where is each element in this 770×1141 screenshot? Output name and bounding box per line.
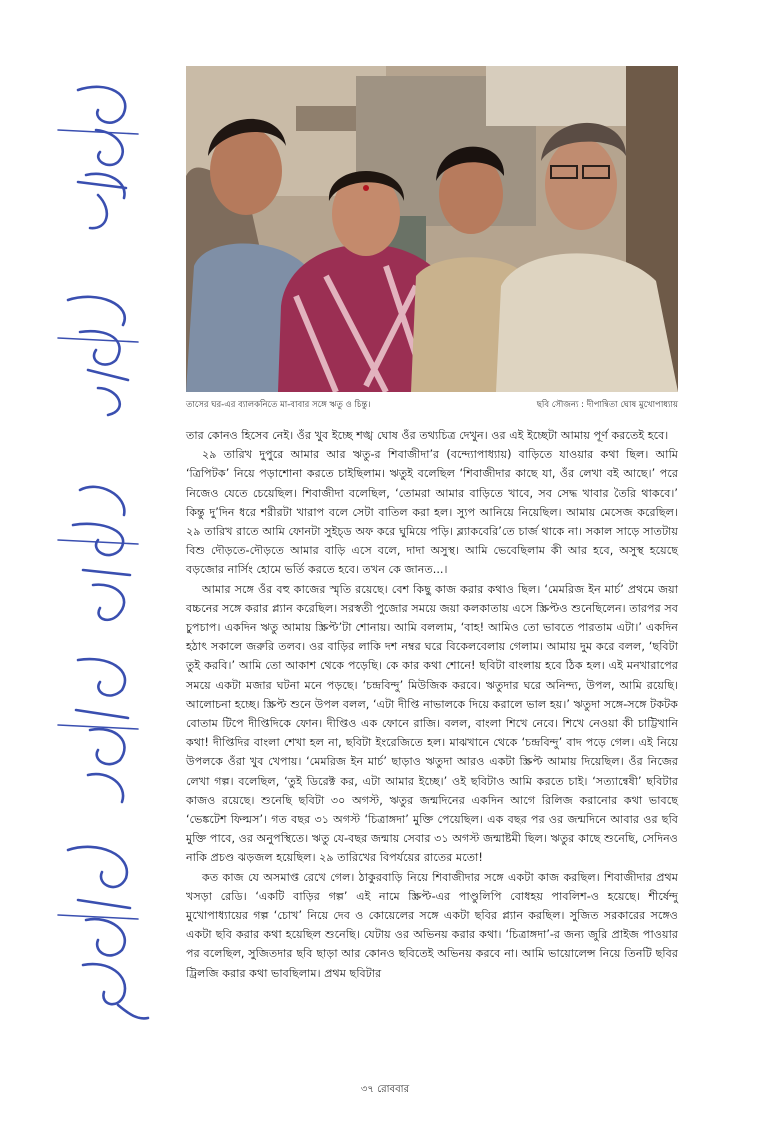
- paragraph: তার কোনও হিসেব নেই। ওঁর খুব ইচ্ছে শঙ্খ ঘোষ ওঁর তথ্যচিত্র দেখুন। ওর এই ইচ্ছেটা আমায় পূর্ণ করতেই হবে।: [186, 429, 669, 442]
- handwritten-side-signature: [38, 70, 158, 1030]
- paragraph: ২৯ তারিখ দুপুরে আমার আর ঋতু-র শিবাজীদা’র (বন্দ্যোপাধ্যায়) বাড়িতে যাওয়ার কথা ছিল। আমি ‘ত্রিপিটক’ নিয়ে পড়াশোনা করতে চাইছিলাম। ঋতুই বলেছিল ‘শিবাজীদার কাছে যা, ওঁর লেখা বই আছে।’ পরে নিজেও যেতে চেয়েছিল। শিবাজীদা বলেছিল, ‘তোমরা আমার বাড়িতে খাবে, সব সেদ্ধ খাবার তৈরি থাকবে।’ কিন্তু দু’দিন ধরে শরীরটা খারাপ বলে সেটা বাতিল করা হল। স্যুপ আনিয়ে নিয়েছিল। আমায় মেসেজ করেছিল। ২৯ তারিখ রাতে আমি ফোনটা সুইচ্‌ড অফ করে ঘুমিয়ে পড়ি। ব্ল্যাকবেরি’তে চার্জ থাকে না। সকাল সাড়ে সাতটায় বিশু দৌড়তে-দৌড়তে আমার বাড়ি এসে বলে, দাদা অসুস্থ। আমি ভেবেছিলাম কী আর হবে, অসুস্থ হয়েছে বড়জোর নার্সিং হোমে ভর্তি করতে হবে। তখন কে জানত...।: [186, 448, 678, 577]
- paragraph: আমার সঙ্গে ওঁর বহু কাজের স্মৃতি রয়েছে। বেশ কিছু কাজ করার কথাও ছিল। ‘মেমরিজ ইন মার্চ’ প্রথমে জয়া বচ্চনের সঙ্গে করার প্ল্যান করেছিল। সরস্বতী পুজোর সময়ে জয়া কলকাতায় এসে স্ক্রিপ্টও শুনেছিলেন। তারপর সব চুপচাপ। একদিন ঋতু আমায় স্ক্রিপ্ট’টা শোনায়। আমি বললাম, ‘বাহ! আমিও তো ভাবতে পারতাম এটা।’ একদিন হঠাৎ সকালে জরুরি তলব। ওর বাড়ির লাকি দশ নম্বর ঘরে বিকেলবেলায় গেলাম। আমায় দুম করে বলল, ‘ছবিটা তুই করবি।’ আমি তো আকাশ থেকে পড়েছি। কে কার কথা শোনে! ছবিটা বাংলায় হবে ঠিক হল। এই মনখারাপের সময়ে একটা মজার ঘটনা মনে পড়ছে। ‘চন্দ্রবিন্দু’ মিউজিক করবে। ঋতুদার ঘরে অনিন্দ্য, উপল, আমি রয়েছি। আলোচনা হচ্ছে। স্ক্রিপ্ট শুনে উপল বলল, ‘এটা দীপ্তি নাভালকে দিয়ে করালে ভাল হয়।’ ঋতুদা সঙ্গে-সঙ্গে টকটক বোতাম টিপে দীপ্তিদিকে ফোন। দীপ্তিও এক ফোনে রাজি। বলল, বাংলা শিখে নেবে। শিখে নেওয়া কী চাট্টিখানি কথা! দীপ্তিদির বাংলা শেখা হল না, ছবিটা ইংরেজিতে হল। মাঝখানে থেকে ‘চন্দ্রবিন্দু’ বাদ পড়ে গেল। এই নিয়ে উপলকে ওঁরা খুব খেপায়। ‘মেমরিজ ইন মার্চ’ ছাড়াও ঋতুদা আরও একটা স্ক্রিপ্ট আমায় দিয়েছিল। ওঁর নিজের লেখা গল্প। বলেছিল, ‘তুই ডিরেক্ট কর, এটা আমার ইচ্ছে।’ ওই ছবিটাও আমি করতে চাই। ‘সত্যান্বেষী’ ছবিটার কাজও রয়েছে। শুনেছি ছবিটা ৩০ অগস্ট, ঋতুর জন্মদিনের একদিন আগে রিলিজ করানোর কথা ভাবছে ‘ভেঙ্কটেশ ফিল্মস’। গত বছর ৩১ অগস্ট ‘চিত্রাঙ্গদা’ মুক্তি পেয়েছিল। এক বছর পর ওর জন্মদিনে আবার ওর ছবি মুক্তি পাবে, ওর অনুপস্থিতে। ঋতু যে-বছর জন্মায় সেবার ৩১ অগস্ট জন্মাষ্টমী ছিল। ঋতুর কাছে শুনেছি, সেদিনও নাকি প্রচণ্ড ঝড়জল হয়েছিল। ২৯ তারিখের বিপর্যয়ের রাতের মতো!: [186, 582, 678, 865]
- photo-credit: ছবি সৌজন্য : দীপান্বিতা ঘোষ মুখোপাধ্যায়: [536, 400, 678, 410]
- photo-captions: [186, 398, 678, 412]
- photo-caption: তাসের ঘর-এর ব্যালকনিতে মা-বাবার সঙ্গে ঋতু ও চিন্তু।: [186, 400, 371, 410]
- article-body: [186, 426, 678, 983]
- photo-illustration: [186, 66, 678, 392]
- family-photo: [186, 66, 678, 392]
- page-number: ৩৭ রোববার: [360, 1084, 410, 1095]
- paragraph: কত কাজ যে অসমাপ্ত রেখে গেল। ঠাকুরবাড়ি নিয়ে শিবাজীদার সঙ্গে একটা কাজ করছিল। শিবাজীদার প্রথম খসড়া রেডি। ‘একটি বাড়ির গল্প’ এই নামে স্ক্রিপ্ট-এর পাণ্ডুলিপি বোধহয় পাবলিশ-ও হয়েছে। শীর্ষেন্দু মুখোপাধ্যায়ের গল্প ‘চোখ’ নিয়ে দেব ও কোয়েলের সঙ্গে একটা ছবির প্ল্যান করছিল। সুজিত সরকারের সঙ্গেও একটা ছবি করার কথা হয়েছিল শুনেছি। যেটায় ওর অভিনয় করার কথা। ‘চিত্রাঙ্গদা’-র জন্য জুরি প্রাইজ পাওয়ার পর বলেছিল, সুজিতদার ছবি ছাড়া আর কোনও ছবিতেই অভিনয় করবে না। আমি ভায়োলেন্স নিয়ে তিনটি ছবির ট্রিলজি করার কথা ভাবছিলাম। প্রথম ছবিটার: [186, 870, 678, 980]
